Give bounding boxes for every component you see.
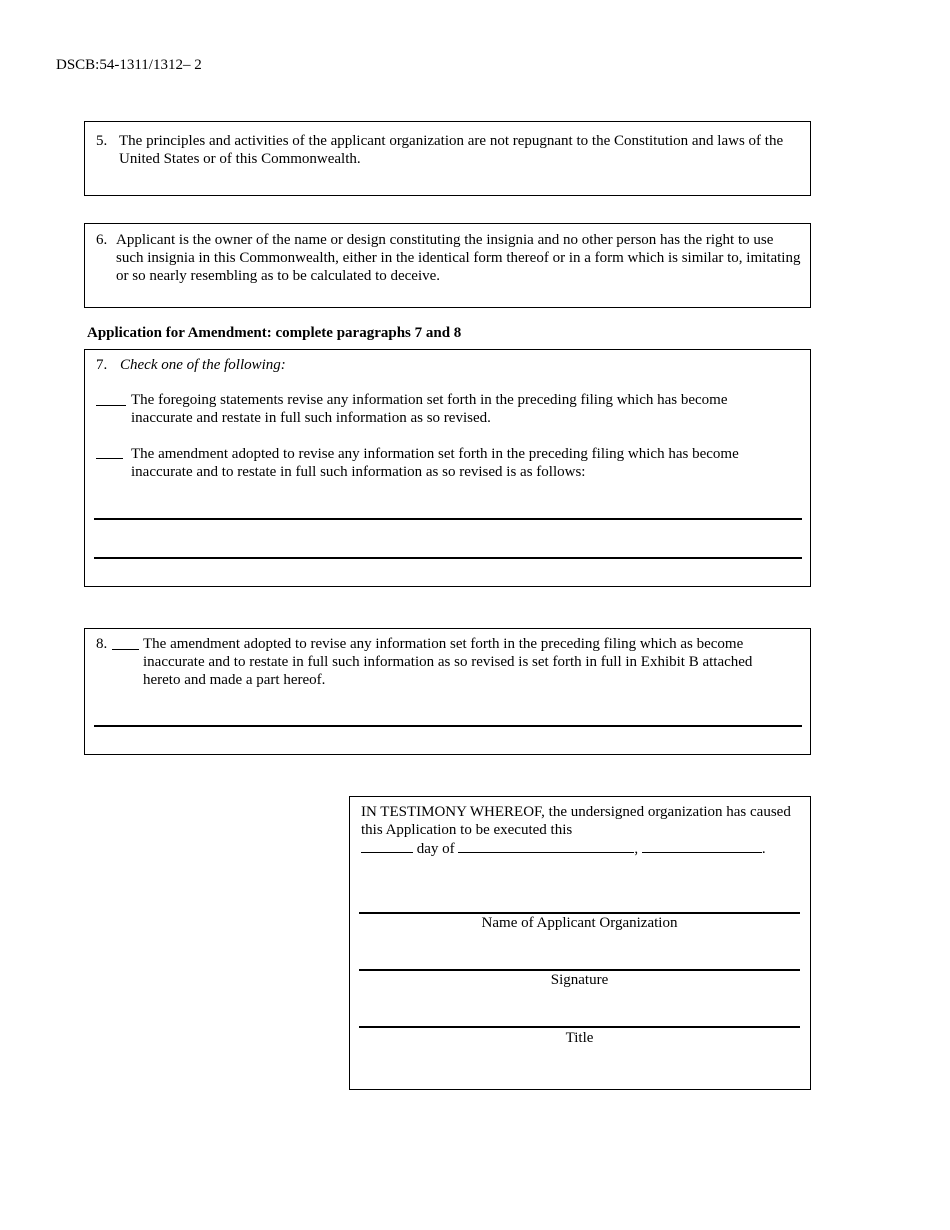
section-8-line[interactable] <box>94 725 802 727</box>
date-line <box>361 839 766 858</box>
section-7-number: 7. <box>96 357 108 373</box>
form-id: DSCB:54-1311/1312– 2 <box>56 57 202 73</box>
section-8-box <box>84 628 811 755</box>
section-5-number: 5. <box>96 133 108 149</box>
date-period: . <box>761 841 766 857</box>
title-line[interactable] <box>359 1026 800 1028</box>
option-2-checkbox[interactable] <box>96 445 123 459</box>
testimony-text: IN TESTIMONY WHEREOF, the undersigned organization has caused this Application to be executed this <box>361 804 791 838</box>
section-5-box <box>84 121 811 196</box>
month-blank[interactable] <box>458 839 634 853</box>
option-2-text: The amendment adopted to revise any information set forth in the preceding filing which has become inaccurate and to restate in full such information as so revised is as follows: <box>131 446 739 480</box>
option-1-text: The foregoing statements revise any information set forth in the preceding filing which has become inaccurate and restate in full such information as so revised. <box>131 392 728 426</box>
option-1-checkbox[interactable] <box>96 392 126 406</box>
name-label: Name of Applicant Organization <box>481 915 678 931</box>
section-6-number: 6. <box>96 232 108 248</box>
section-7-box <box>84 349 811 587</box>
day-of-label: day of <box>416 841 455 857</box>
section-5-text: The principles and activities of the applicant organization are not repugnant to the Constitution and laws of the United States or of this Commonwealth. <box>119 133 784 167</box>
amendment-line-2[interactable] <box>94 557 802 559</box>
date-comma: , <box>634 841 639 857</box>
section-6-box <box>84 223 811 308</box>
section-8-text: The amendment adopted to revise any information set forth in the preceding filing which as become inaccurate and to restate in full such information as so revised is set forth in full in Exhibit B attached hereto and made a part hereof. <box>143 636 753 688</box>
section-7-instruction: Check one of the following: <box>120 357 286 373</box>
day-blank[interactable] <box>361 839 413 853</box>
amendment-heading: Application for Amendment: complete paragraphs 7 and 8 <box>87 325 462 341</box>
section-6-text: Applicant is the owner of the name or design constituting the insignia and no other person has the right to use such insignia in this Commonwealth, either in the identical form thereof or in a form which is similar to, imitating or so nearly resembling as to be calculated to deceive. <box>116 232 801 284</box>
signature-label: Signature <box>550 972 609 988</box>
option-8-checkbox[interactable] <box>112 636 139 650</box>
section-8-number: 8. <box>96 636 108 652</box>
testimony-box <box>349 796 811 1090</box>
amendment-line-1[interactable] <box>94 518 802 520</box>
year-blank[interactable] <box>642 839 762 853</box>
title-label: Title <box>565 1030 594 1046</box>
